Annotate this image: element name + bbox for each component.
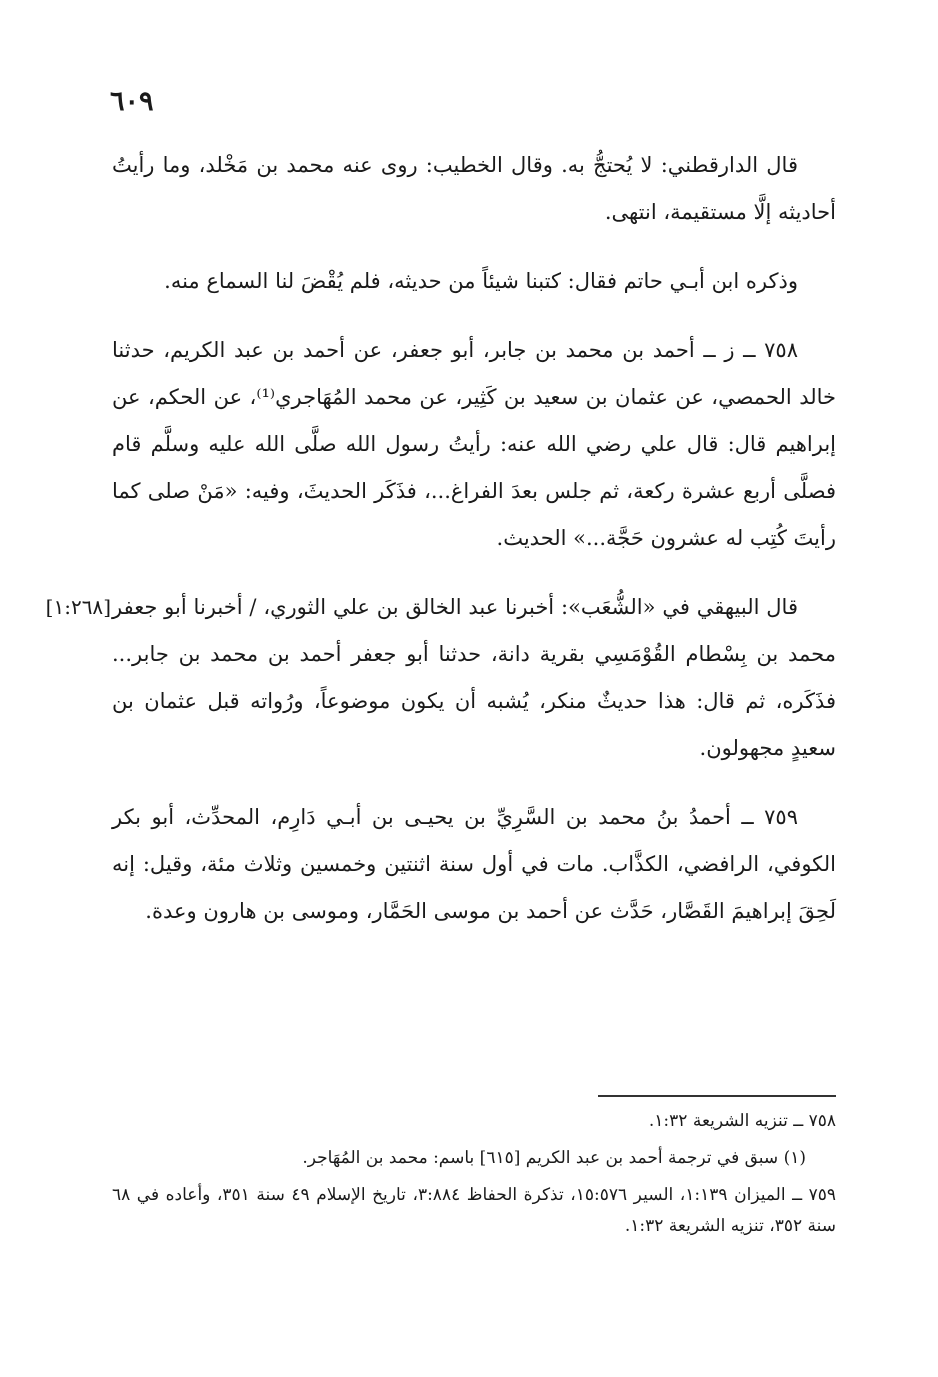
- footnote-1: (١) سبق في ترجمة أحمد بن عبد الكريم [٦١٥] باسم: محمد بن المُهَاجر.: [302, 1148, 806, 1168]
- entry-759: ٧٥٩ ــ أحمدُ بنُ محمد بن السَّرِيِّ بن يحيـى بن أبـي دَارِم، المحدِّث، أبو بكر الكوفي، الرافضي، الكذَّاب. مات في أول سنة اثنتين وخمسين وثلاث مئة، وقيل: إنه لَحِقَ إبراهيمَ القَصَّار، حَدَّث عن أحمد بن موسى الحَمَّار، وموسى بن هارون وعدة.: [112, 805, 836, 923]
- page-number: ٦٠٩: [110, 86, 154, 117]
- footnote-divider: [598, 1095, 836, 1097]
- paragraph-ibn-abi-hatim: وذكره ابن أبـي حاتم فقال: كتبنا شيئاً من حديثه، فلم يُقْضَ لنا السماع منه.: [164, 269, 798, 293]
- main-text: [45, 142, 836, 957]
- paragraph-bayhaqi: قال البيهقي في «الشُّعَب»: أخبرنا عبد الخالق بن علي الثوري، / أخبرنا أبو جعفر محمد بن بِسْطام القُوْمَسِي بقرية دانة، حدثنا أبو جعفر أحمد بن محمد بن جابر... فذَكَره، ثم قال: هذا حديثٌ منكر، يُشبه أن يكون موضوعاً، ورُواته قبل عثمان بن سعيدٍ مجهولون.: [112, 595, 836, 760]
- entry-758: ٧٥٨ ــ ز ــ أحمد بن محمد بن جابر، أبو جعفر، عن أحمد بن عبد الكريم، حدثنا خالد الحمصي، عن عثمان بن سعيد بن كَثِير، عن محمد المُهَاجري⁽¹⁾، عن الحكم، عن إبراهيم قال: قال علي رضي الله عنه: رأيتُ رسول الله صلَّى الله عليه وسلَّم قام فصلَّى أربع عشرة ركعة، ثم جلس بعدَ الفراغ...، فذَكَر الحديثَ، وفيه: «مَنْ صلى كما رأيتَ كُتِب له عشرون حَجَّة...» الحديث.: [112, 338, 836, 550]
- footnote-759: ٧٥٩ ــ الميزان ١:١٣٩، السير ١٥:٥٧٦، تذكرة الحفاظ ٣:٨٨٤، تاريخ الإسلام ٤٩ سنة ٣٥١، وأعاده في ٦٨ سنة ٣٥٢، تنزيه الشريعة ١:٣٢.: [112, 1185, 837, 1236]
- margin-citation: [١:٢٦٨]: [45, 595, 111, 619]
- paragraph-bayhaqi-wrapper: [45, 584, 836, 772]
- footnote-758: ٧٥٨ ــ تنزيه الشريعة ١:٣٢.: [648, 1111, 836, 1131]
- footnotes: [112, 1106, 836, 1248]
- paragraph-daraqutni: قال الدارقطني: لا يُحتجُّ به. وقال الخطيب: روى عنه محمد بن مَخْلد، وما رأيتُ أحاديثه إلَّا مستقيمة، انتهى.: [112, 153, 836, 224]
